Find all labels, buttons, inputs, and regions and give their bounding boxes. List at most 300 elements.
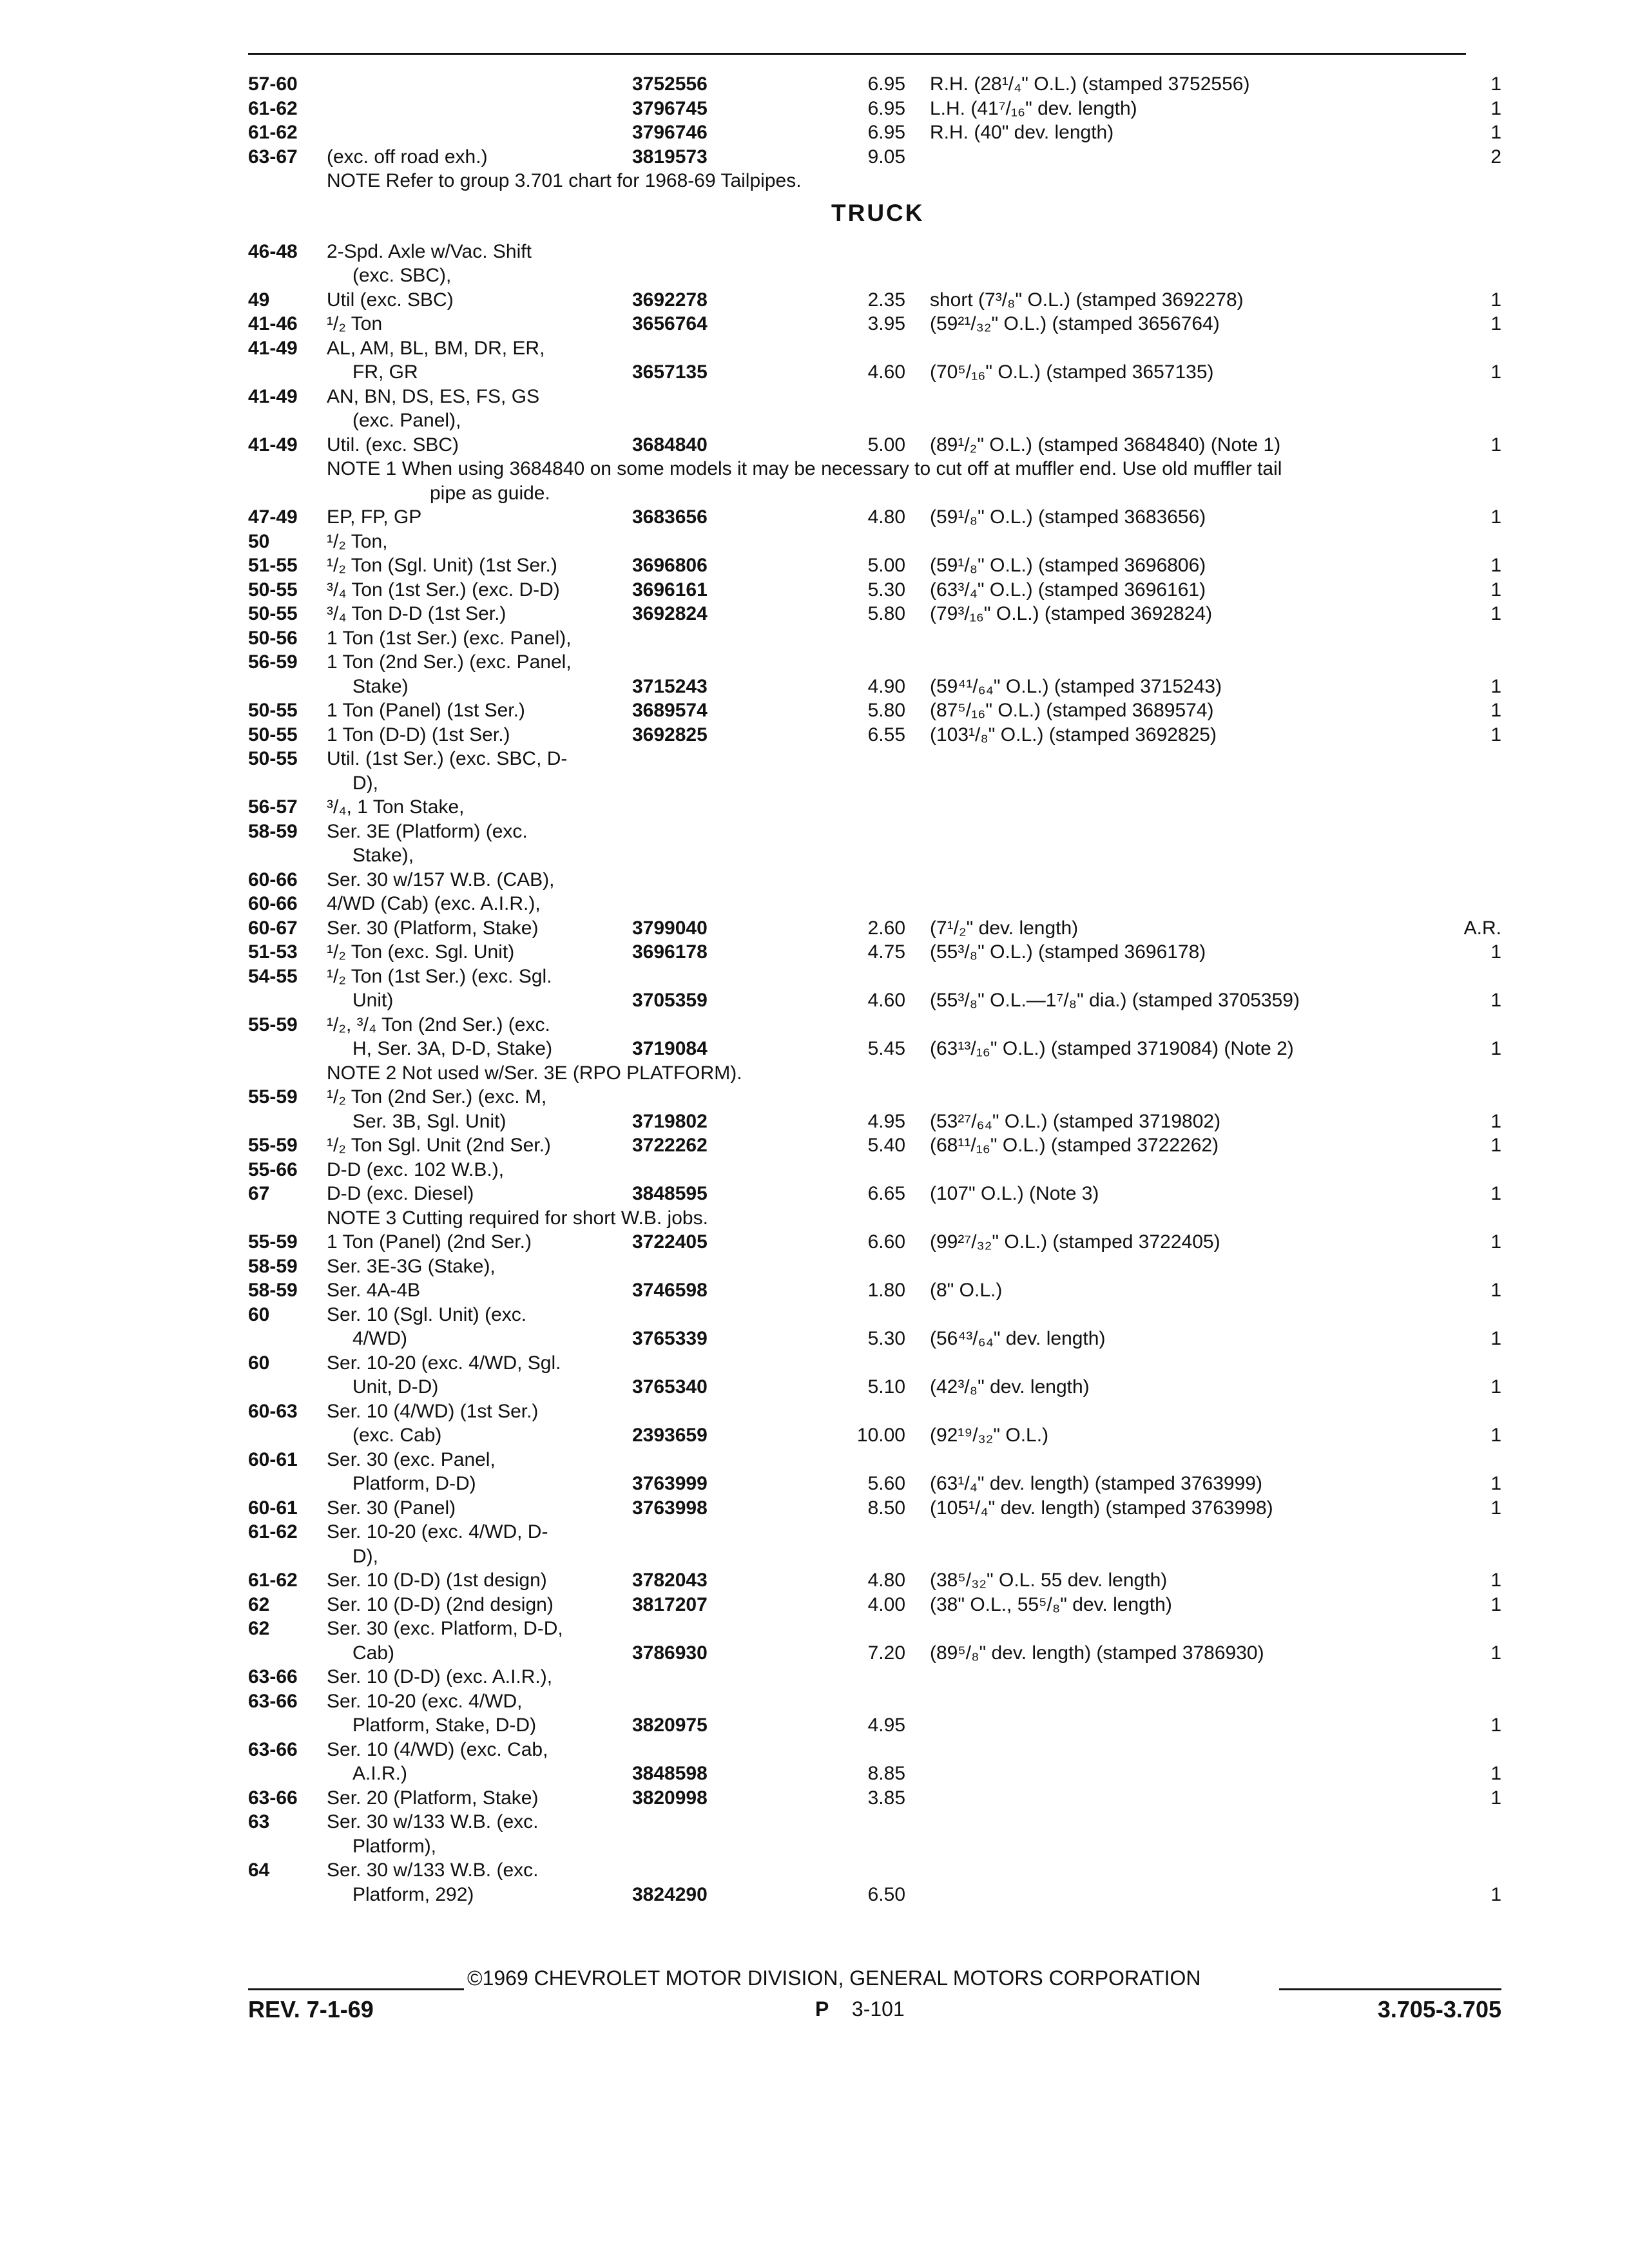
parts-row bbox=[248, 602, 1501, 626]
model-description: Ser. 30 (Platform, Stake) bbox=[327, 917, 539, 939]
list-price: 5.00 bbox=[867, 555, 905, 576]
part-number: 3683656 bbox=[632, 506, 708, 528]
list-price: 4.80 bbox=[867, 1570, 905, 1591]
model-year: 54-55 bbox=[248, 965, 298, 987]
quantity: 1 bbox=[1490, 1883, 1501, 1905]
description-continued: A.I.R.) bbox=[352, 1763, 408, 1784]
part-number: 3796746 bbox=[632, 122, 708, 143]
list-price: 4.90 bbox=[867, 675, 905, 697]
parts-row bbox=[248, 988, 1501, 1013]
model-description: Ser. 10 (D-D) (2nd design) bbox=[327, 1593, 554, 1615]
quantity: 1 bbox=[1490, 1473, 1501, 1494]
quantity: 1 bbox=[1490, 1593, 1501, 1615]
parts-list bbox=[248, 72, 1501, 1907]
part-number: 3782043 bbox=[632, 1570, 708, 1591]
parts-row bbox=[248, 892, 1501, 916]
parts-row bbox=[248, 1351, 1501, 1376]
list-price: 6.60 bbox=[867, 1231, 905, 1253]
description-continued: Platform, D-D) bbox=[352, 1473, 476, 1494]
parts-row bbox=[248, 1085, 1501, 1110]
model-description: ¹/₂ Ton, bbox=[327, 530, 388, 552]
quantity: 1 bbox=[1490, 1715, 1501, 1736]
model-year: 55-66 bbox=[248, 1158, 298, 1180]
quantity: 1 bbox=[1490, 579, 1501, 601]
quantity: 1 bbox=[1490, 1280, 1501, 1301]
description-continued: Stake) bbox=[352, 675, 409, 697]
model-year: 63-66 bbox=[248, 1738, 298, 1760]
quantity: 1 bbox=[1490, 361, 1501, 383]
parts-row bbox=[248, 505, 1501, 530]
note-text: NOTE 2 Not used w/Ser. 3E (RPO PLATFORM). bbox=[327, 1062, 742, 1084]
model-year: 41-49 bbox=[248, 337, 298, 359]
model-description: 1 Ton (2nd Ser.) (exc. Panel, bbox=[327, 651, 572, 673]
revision-date: REV. 7-1-69 bbox=[248, 1996, 374, 2023]
model-description: AN, BN, DS, ES, FS, GS bbox=[327, 385, 540, 407]
model-year: 56-57 bbox=[248, 796, 298, 818]
quantity: 1 bbox=[1490, 73, 1501, 95]
model-year: 41-49 bbox=[248, 385, 298, 407]
quantity: 1 bbox=[1490, 700, 1501, 721]
list-price: 6.95 bbox=[867, 73, 905, 95]
model-year: 60-66 bbox=[248, 893, 298, 914]
model-year: 50-55 bbox=[248, 579, 298, 601]
model-year: 67 bbox=[248, 1183, 270, 1204]
list-price: 5.60 bbox=[867, 1473, 905, 1494]
model-year: 60-66 bbox=[248, 869, 298, 890]
model-description: 2-Spd. Axle w/Vac. Shift bbox=[327, 240, 532, 262]
list-price: 6.65 bbox=[867, 1183, 905, 1204]
remarks: (107" O.L.) (Note 3) bbox=[930, 1183, 1099, 1204]
list-price: 10.00 bbox=[856, 1425, 905, 1446]
list-price: 4.00 bbox=[867, 1593, 905, 1615]
quantity: 1 bbox=[1490, 1110, 1501, 1132]
quantity: 1 bbox=[1490, 1376, 1501, 1398]
description-continued: 4/WD) bbox=[352, 1328, 407, 1349]
description-continued: (exc. SBC), bbox=[352, 265, 452, 286]
section-number: 3.705-3.705 bbox=[1377, 1996, 1501, 2023]
description-continued: FR, GR bbox=[352, 361, 418, 383]
quantity: 1 bbox=[1490, 289, 1501, 311]
description-continued: D), bbox=[352, 1545, 378, 1567]
model-description: Ser. 3E (Platform) (exc. bbox=[327, 820, 528, 842]
quantity: 1 bbox=[1490, 941, 1501, 963]
quantity: 1 bbox=[1490, 1642, 1501, 1664]
quantity: 1 bbox=[1490, 434, 1501, 456]
parts-row bbox=[248, 1641, 1501, 1666]
parts-row bbox=[248, 240, 1501, 264]
model-description: Ser. 30 w/133 W.B. (exc. bbox=[327, 1860, 539, 1881]
parts-row bbox=[248, 698, 1501, 723]
list-price: 5.80 bbox=[867, 700, 905, 721]
part-number: 3820975 bbox=[632, 1715, 708, 1736]
truck-heading: TRUCK bbox=[831, 199, 925, 226]
model-description: Util. (1st Ser.) (exc. SBC, D- bbox=[327, 748, 568, 769]
model-year: 63 bbox=[248, 1811, 270, 1832]
model-description: 1 Ton (Panel) (1st Ser.) bbox=[327, 700, 525, 721]
model-description: ³/₄ Ton (1st Ser.) (exc. D-D) bbox=[327, 579, 560, 601]
list-price: 5.45 bbox=[867, 1038, 905, 1059]
list-price: 5.40 bbox=[867, 1135, 905, 1156]
remarks: (70⁵/₁₆" O.L.) (stamped 3657135) bbox=[930, 361, 1214, 383]
model-year: 63-67 bbox=[248, 146, 298, 168]
model-year: 61-62 bbox=[248, 122, 298, 143]
model-year: 55-59 bbox=[248, 1086, 298, 1108]
part-number: 3820998 bbox=[632, 1787, 708, 1809]
model-year: 60-61 bbox=[248, 1448, 298, 1470]
description-continued: (exc. Panel), bbox=[352, 410, 461, 431]
list-price: 5.30 bbox=[867, 1328, 905, 1349]
parts-row bbox=[248, 1568, 1501, 1593]
parts-row bbox=[248, 1496, 1501, 1521]
parts-row bbox=[248, 1327, 1501, 1351]
model-year: 61-62 bbox=[248, 1570, 298, 1591]
model-year: 41-49 bbox=[248, 434, 298, 456]
model-year: 49 bbox=[248, 289, 270, 311]
model-description: ³/₄ Ton D-D (1st Ser.) bbox=[327, 603, 506, 624]
model-description: ¹/₂ Ton (exc. Sgl. Unit) bbox=[327, 941, 515, 963]
model-year: 60 bbox=[248, 1352, 270, 1374]
model-year: 63-66 bbox=[248, 1787, 298, 1809]
model-year: 60-61 bbox=[248, 1497, 298, 1519]
parts-row bbox=[248, 747, 1501, 771]
remarks: L.H. (41⁷/₁₆" dev. length) bbox=[930, 97, 1137, 119]
list-price: 4.75 bbox=[867, 941, 905, 963]
quantity: 1 bbox=[1490, 724, 1501, 745]
part-number: 3763998 bbox=[632, 1497, 708, 1519]
model-year: 46-48 bbox=[248, 240, 298, 262]
quantity: 1 bbox=[1490, 1135, 1501, 1156]
model-year: 47-49 bbox=[248, 506, 298, 528]
parts-row bbox=[248, 312, 1501, 336]
parts-row bbox=[248, 650, 1501, 675]
parts-row bbox=[248, 169, 1501, 193]
parts-row bbox=[248, 578, 1501, 602]
parts-row bbox=[248, 1472, 1501, 1496]
parts-row bbox=[248, 626, 1501, 651]
quantity: 1 bbox=[1490, 675, 1501, 697]
model-description: 1 Ton (Panel) (2nd Ser.) bbox=[327, 1231, 532, 1253]
quantity: 1 bbox=[1490, 603, 1501, 624]
model-description: D-D (exc. 102 W.B.), bbox=[327, 1158, 505, 1180]
parts-row bbox=[248, 1810, 1501, 1834]
list-price: 4.60 bbox=[867, 361, 905, 383]
quantity: 1 bbox=[1490, 1183, 1501, 1204]
model-description: Ser. 10-20 (exc. 4/WD, Sgl. bbox=[327, 1352, 561, 1374]
remarks: (63³/₄" O.L.) (stamped 3696161) bbox=[930, 579, 1206, 601]
parts-row bbox=[248, 1423, 1501, 1448]
description-continued: Platform), bbox=[352, 1835, 437, 1857]
footer-rule-left bbox=[248, 1988, 464, 1990]
parts-row bbox=[248, 1037, 1501, 1061]
parts-row bbox=[248, 1883, 1501, 1907]
parts-row bbox=[248, 1834, 1501, 1859]
model-year: 50-55 bbox=[248, 603, 298, 624]
model-description: Ser. 20 (Platform, Stake) bbox=[327, 1787, 539, 1809]
list-price: 7.20 bbox=[867, 1642, 905, 1664]
model-description: Ser. 10-20 (exc. 4/WD, D- bbox=[327, 1521, 548, 1542]
list-price: 8.50 bbox=[867, 1497, 905, 1519]
model-year: 62 bbox=[248, 1593, 270, 1615]
parts-row bbox=[248, 795, 1501, 820]
part-number: 3692825 bbox=[632, 724, 708, 745]
model-description: Ser. 30 w/133 W.B. (exc. bbox=[327, 1811, 539, 1832]
parts-row bbox=[248, 457, 1501, 481]
parts-row bbox=[248, 940, 1501, 965]
part-number: 3786930 bbox=[632, 1642, 708, 1664]
model-description: 1 Ton (D-D) (1st Ser.) bbox=[327, 724, 510, 745]
parts-row bbox=[248, 868, 1501, 892]
parts-row bbox=[248, 1593, 1501, 1617]
part-number: 3656764 bbox=[632, 313, 708, 334]
model-year: 58-59 bbox=[248, 1280, 298, 1301]
model-description: EP, FP, GP bbox=[327, 506, 422, 528]
model-description: Ser. 10 (D-D) (1st design) bbox=[327, 1570, 547, 1591]
model-description: Ser. 3E-3G (Stake), bbox=[327, 1255, 496, 1277]
part-number: 3746598 bbox=[632, 1280, 708, 1301]
parts-row bbox=[248, 771, 1501, 796]
list-price: 3.95 bbox=[867, 313, 905, 334]
model-year: 62 bbox=[248, 1618, 270, 1639]
model-year: 58-59 bbox=[248, 1255, 298, 1277]
list-price: 5.00 bbox=[867, 434, 905, 456]
list-price: 4.95 bbox=[867, 1110, 905, 1132]
quantity: 1 bbox=[1490, 990, 1501, 1011]
quantity: A.R. bbox=[1463, 917, 1501, 939]
model-description: D-D (exc. Diesel) bbox=[327, 1183, 474, 1204]
part-number: 3689574 bbox=[632, 700, 708, 721]
remarks: (87⁵/₁₆" O.L.) (stamped 3689574) bbox=[930, 700, 1214, 721]
quantity: 1 bbox=[1490, 555, 1501, 576]
parts-row bbox=[248, 1375, 1501, 1399]
quantity: 1 bbox=[1490, 1787, 1501, 1809]
model-description: Ser. 10 (Sgl. Unit) (exc. bbox=[327, 1303, 527, 1325]
remarks: (105¹/₄" dev. length) (stamped 3763998) bbox=[930, 1497, 1273, 1519]
model-year: 58-59 bbox=[248, 820, 298, 842]
description-continued: Stake), bbox=[352, 845, 414, 866]
part-number: 3765339 bbox=[632, 1328, 708, 1349]
remarks: (7¹/₂" dev. length) bbox=[930, 917, 1079, 939]
description-continued: (exc. Cab) bbox=[352, 1425, 442, 1446]
remarks: R.H. (28¹/₄" O.L.) (stamped 3752556) bbox=[930, 73, 1250, 95]
parts-row bbox=[248, 1013, 1501, 1037]
model-year: 61-62 bbox=[248, 1521, 298, 1542]
part-number: 3719802 bbox=[632, 1110, 708, 1132]
part-number: 3696806 bbox=[632, 555, 708, 576]
model-year: 41-46 bbox=[248, 313, 298, 334]
remarks: (55³/₈" O.L.—1⁷/₈" dia.) (stamped 3705359) bbox=[930, 990, 1300, 1011]
remarks: (59¹/₈" O.L.) (stamped 3696806) bbox=[930, 555, 1206, 576]
part-number: 3719084 bbox=[632, 1038, 708, 1059]
remarks: (59¹/₈" O.L.) (stamped 3683656) bbox=[930, 506, 1206, 528]
list-price: 2.35 bbox=[867, 289, 905, 311]
parts-row bbox=[248, 1206, 1501, 1231]
model-description: 4/WD (Cab) (exc. A.I.R.), bbox=[327, 893, 541, 914]
remarks: (38⁵/₃₂" O.L. 55 dev. length) bbox=[930, 1570, 1168, 1591]
remarks: (103¹/₈" O.L.) (stamped 3692825) bbox=[930, 724, 1217, 745]
remarks: short (7³/₈" O.L.) (stamped 3692278) bbox=[930, 289, 1244, 311]
parts-row bbox=[248, 1713, 1501, 1738]
model-year: 55-59 bbox=[248, 1231, 298, 1253]
model-year: 50-55 bbox=[248, 748, 298, 769]
model-year: 57-60 bbox=[248, 73, 298, 95]
model-year: 60-63 bbox=[248, 1400, 298, 1422]
model-description: ¹/₂, ³/₄ Ton (2nd Ser.) (exc. bbox=[327, 1014, 550, 1035]
list-price: 6.95 bbox=[867, 122, 905, 143]
remarks: (59⁴¹/₆₄" O.L.) (stamped 3715243) bbox=[930, 675, 1222, 697]
model-year: 60 bbox=[248, 1303, 270, 1325]
description-continued: Platform, 292) bbox=[352, 1883, 474, 1905]
part-number: 3752556 bbox=[632, 73, 708, 95]
quantity: 1 bbox=[1490, 313, 1501, 334]
parts-row bbox=[248, 264, 1501, 288]
quantity: 1 bbox=[1490, 97, 1501, 119]
list-price: 5.10 bbox=[867, 1376, 905, 1398]
remarks: R.H. (40" dev. length) bbox=[930, 122, 1114, 143]
parts-row bbox=[248, 1399, 1501, 1424]
remarks: (68¹¹/₁₆" O.L.) (stamped 3722262) bbox=[930, 1135, 1219, 1156]
part-number: 3684840 bbox=[632, 434, 708, 456]
parts-row bbox=[248, 408, 1501, 433]
parts-row bbox=[248, 1786, 1501, 1811]
remarks: (89⁵/₈" dev. length) (stamped 3786930) bbox=[930, 1642, 1264, 1664]
part-number: 3824290 bbox=[632, 1883, 708, 1905]
note-text: NOTE Refer to group 3.701 chart for 1968-69 Tailpipes. bbox=[327, 170, 802, 191]
part-number: 3722262 bbox=[632, 1135, 708, 1156]
part-number: 3696161 bbox=[632, 579, 708, 601]
quantity: 1 bbox=[1490, 122, 1501, 143]
parts-row bbox=[248, 97, 1501, 121]
quantity: 1 bbox=[1490, 1328, 1501, 1349]
remarks: (59²¹/₃₂" O.L.) (stamped 3656764) bbox=[930, 313, 1220, 334]
part-number: 3848595 bbox=[632, 1183, 708, 1204]
quantity: 1 bbox=[1490, 1497, 1501, 1519]
remarks: (89¹/₂" O.L.) (stamped 3684840) (Note 1) bbox=[930, 434, 1281, 456]
parts-row bbox=[248, 1617, 1501, 1641]
model-description: Ser. 10 (4/WD) (exc. Cab, bbox=[327, 1738, 548, 1760]
parts-row bbox=[248, 1303, 1501, 1327]
model-description: Ser. 30 (exc. Panel, bbox=[327, 1448, 496, 1470]
list-price: 4.80 bbox=[867, 506, 905, 528]
remarks: (8" O.L.) bbox=[930, 1280, 1003, 1301]
parts-row bbox=[248, 553, 1501, 578]
quantity: 1 bbox=[1490, 506, 1501, 528]
part-number: 3799040 bbox=[632, 917, 708, 939]
quantity: 1 bbox=[1490, 1763, 1501, 1784]
remarks: (99²⁷/₃₂" O.L.) (stamped 3722405) bbox=[930, 1231, 1220, 1253]
parts-row bbox=[248, 1858, 1501, 1883]
copyright-line: ©1969 CHEVROLET MOTOR DIVISION, GENERAL MOTORS CORPORATION bbox=[467, 1966, 1201, 1990]
quantity: 2 bbox=[1490, 146, 1501, 168]
list-price: 3.85 bbox=[867, 1787, 905, 1809]
note-text: NOTE 3 Cutting required for short W.B. jobs. bbox=[327, 1207, 708, 1229]
model-year: 60-67 bbox=[248, 917, 298, 939]
part-number: 3692278 bbox=[632, 289, 708, 311]
part-number: 3817207 bbox=[632, 1593, 708, 1615]
model-description: ³/₄, 1 Ton Stake, bbox=[327, 796, 465, 818]
model-year: 64 bbox=[248, 1860, 270, 1881]
model-year: 51-55 bbox=[248, 555, 298, 576]
remarks: (63¹/₄" dev. length) (stamped 3763999) bbox=[930, 1473, 1262, 1494]
parts-row bbox=[248, 530, 1501, 554]
description-continued: H, Ser. 3A, D-D, Stake) bbox=[352, 1038, 553, 1059]
remarks: (79³/₁₆" O.L.) (stamped 3692824) bbox=[930, 603, 1213, 624]
list-price: 8.85 bbox=[867, 1763, 905, 1784]
list-price: 1.80 bbox=[867, 1280, 905, 1301]
section-heading bbox=[248, 193, 1501, 240]
page-number: P 3-101 bbox=[815, 1997, 905, 2021]
part-number: 3715243 bbox=[632, 675, 708, 697]
part-number: 3763999 bbox=[632, 1473, 708, 1494]
remarks: (38" O.L., 55⁵/₈" dev. length) bbox=[930, 1593, 1172, 1615]
note-text: NOTE 1 When using 3684840 on some models it may be necessary to cut off at muffler end. Use old muffler tail bbox=[327, 458, 1282, 479]
model-description: ¹/₂ Ton bbox=[327, 313, 383, 334]
model-description: Ser. 30 w/157 W.B. (CAB), bbox=[327, 869, 555, 890]
parts-row bbox=[248, 1230, 1501, 1254]
parts-row bbox=[248, 1182, 1501, 1206]
remarks: (42³/₈" dev. length) bbox=[930, 1376, 1090, 1398]
model-year: 50-55 bbox=[248, 700, 298, 721]
list-price: 9.05 bbox=[867, 146, 905, 168]
parts-row bbox=[248, 1278, 1501, 1303]
part-number: 3819573 bbox=[632, 146, 708, 168]
model-description: 1 Ton (1st Ser.) (exc. Panel), bbox=[327, 627, 572, 649]
parts-row bbox=[248, 843, 1501, 868]
list-price: 5.80 bbox=[867, 603, 905, 624]
parts-row bbox=[248, 360, 1501, 385]
top-rule bbox=[248, 53, 1466, 55]
quantity: 1 bbox=[1490, 1038, 1501, 1059]
list-price: 5.30 bbox=[867, 579, 905, 601]
parts-row bbox=[248, 1448, 1501, 1472]
parts-row bbox=[248, 1110, 1501, 1134]
parts-row bbox=[248, 120, 1501, 145]
parts-row bbox=[248, 288, 1501, 312]
parts-row bbox=[248, 1665, 1501, 1689]
part-number: 3722405 bbox=[632, 1231, 708, 1253]
parts-row bbox=[248, 820, 1501, 844]
model-year: 63-66 bbox=[248, 1690, 298, 1712]
part-number: 3848598 bbox=[632, 1763, 708, 1784]
parts-row bbox=[248, 965, 1501, 989]
parts-row bbox=[248, 1544, 1501, 1569]
remarks: (92¹⁹/₃₂" O.L.) bbox=[930, 1425, 1049, 1446]
model-description: Ser. 4A-4B bbox=[327, 1280, 421, 1301]
model-description: Ser. 30 (Panel) bbox=[327, 1497, 456, 1519]
model-year: 63-66 bbox=[248, 1666, 298, 1687]
quantity: 1 bbox=[1490, 1570, 1501, 1591]
list-price: 6.55 bbox=[867, 724, 905, 745]
list-price: 2.60 bbox=[867, 917, 905, 939]
parts-row bbox=[248, 1738, 1501, 1762]
part-number: 3765340 bbox=[632, 1376, 708, 1398]
model-description: (exc. off road exh.) bbox=[327, 146, 488, 168]
model-description: Ser. 30 (exc. Platform, D-D, bbox=[327, 1618, 563, 1639]
model-description: Util. (exc. SBC) bbox=[327, 434, 459, 456]
quantity: 1 bbox=[1490, 1425, 1501, 1446]
description-continued: D), bbox=[352, 772, 378, 794]
remarks: (55³/₈" O.L.) (stamped 3696178) bbox=[930, 941, 1206, 963]
model-description: ¹/₂ Ton (Sgl. Unit) (1st Ser.) bbox=[327, 555, 557, 576]
part-number: 3705359 bbox=[632, 990, 708, 1011]
model-year: 50-55 bbox=[248, 724, 298, 745]
parts-row bbox=[248, 336, 1501, 361]
model-year: 50-56 bbox=[248, 627, 298, 649]
model-description: Ser. 10-20 (exc. 4/WD, bbox=[327, 1690, 523, 1712]
list-price: 6.95 bbox=[867, 97, 905, 119]
remarks: (56⁴³/₆₄" dev. length) bbox=[930, 1328, 1106, 1349]
model-description: Ser. 10 (D-D) (exc. A.I.R.), bbox=[327, 1666, 553, 1687]
list-price: 4.95 bbox=[867, 1715, 905, 1736]
